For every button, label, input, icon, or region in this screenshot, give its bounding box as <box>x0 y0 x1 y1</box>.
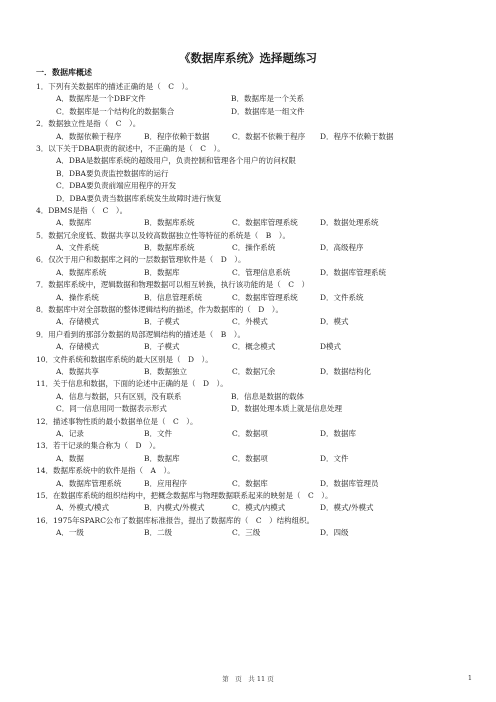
option-item: B．文件 <box>144 428 173 438</box>
option-item: A．存储模式 <box>56 342 99 352</box>
options-row <box>36 131 476 143</box>
question-text: 14．数据库系统中的软件是指（ A ）。 <box>36 466 175 476</box>
option-item: A．数据库 <box>56 218 92 228</box>
options-row <box>36 155 476 167</box>
option-item: D．模式/外模式 <box>320 503 374 513</box>
option-item: C．操作系统 <box>232 243 276 253</box>
option-item: C．数据库是一个结构化的数据集合 <box>56 106 175 116</box>
page-title: 《数据库系统》选择题练习 <box>179 51 317 65</box>
option-item: B．信息是数据的载体 <box>231 391 305 401</box>
options-row <box>36 403 476 415</box>
option-item: C．数据库管理系统 <box>232 218 298 228</box>
question-text: 13．若干记录的集合称为（ D ）。 <box>36 441 161 451</box>
option-item: B．内模式/外模式 <box>144 503 205 513</box>
options-row <box>36 106 476 118</box>
option-item: B．数据库 <box>144 453 180 463</box>
page-info: 第 页 共 11 页 <box>222 675 274 683</box>
options-row <box>36 93 476 105</box>
question-list <box>36 81 476 539</box>
question-text: 8．数据库中对全部数据的整体逻辑结构的描述，作为数据库的（ D ）。 <box>36 305 284 315</box>
option-item: D模式 <box>320 342 342 352</box>
option-item: B．DBA要负责监控数据库的运行 <box>56 168 169 178</box>
option-item: B．数据库是一个关系 <box>231 94 305 104</box>
option-item: C．DBA要负责前端应用程序的开发 <box>56 181 177 191</box>
option-item: B．信息管理系统 <box>144 292 203 302</box>
option-item: A．数据库是一个DBF文件 <box>56 94 146 104</box>
question-text: 11．关于信息和数据，下面的论述中正确的是（ D ）。 <box>36 379 228 389</box>
option-item: B．二级 <box>144 528 173 538</box>
option-item: A．DBA是数据库系统的超级用户，负责控制和管理各个用户的访问权限 <box>56 156 296 166</box>
option-item: D．程序不依赖于数据 <box>320 131 394 141</box>
question-text: 3．以下关于DBA职责的叙述中，不正确的是（ C ）。 <box>36 143 225 153</box>
page-number: 1 <box>467 674 472 682</box>
question-text: 15．在数据库系统的组织结构中，把概念数据库与物理数据联系起来的映射是（ C ）。 <box>36 490 333 500</box>
option-item: C．概念模式 <box>232 342 276 352</box>
option-item: A．数据库管理系统 <box>56 478 122 488</box>
options-row <box>36 168 476 180</box>
option-item: C．模式/内模式 <box>232 503 286 513</box>
option-item: A．数据 <box>56 453 84 463</box>
option-item: C．外模式 <box>232 317 268 327</box>
options-row <box>36 527 476 539</box>
option-item: D．数据处理系统 <box>320 218 379 228</box>
option-item: A．数据共享 <box>56 366 99 376</box>
question-text: 10．文件系统和数据库系统的最大区别是（ D ）。 <box>36 354 213 364</box>
option-item: D．数据结构化 <box>320 366 372 376</box>
options-row <box>36 341 476 353</box>
options-row <box>36 478 476 490</box>
option-item: D．四级 <box>320 528 349 538</box>
option-item: D．文件 <box>320 453 349 463</box>
options-row <box>36 316 476 328</box>
option-item: C．数据项 <box>232 428 268 438</box>
option-item: B．应用程序 <box>144 478 188 488</box>
question-text: 16．1975年SPARC公布了数据库标准报告，提出了数据库的（ C ）结构组织。 <box>36 515 315 525</box>
option-item: A．数据依赖于程序 <box>56 131 122 141</box>
option-item: A．外模式/模式 <box>56 503 109 513</box>
question-text: 12．描述事物性质的最小数据单位是（ C ）。 <box>36 416 198 426</box>
question-text: 9．用户看到的那部分数据的局部逻辑结构的描述是（ B ）。 <box>36 329 246 339</box>
option-item: D．文件系统 <box>320 292 364 302</box>
option-item: A．记录 <box>56 428 84 438</box>
option-item: B．数据独立 <box>144 366 188 376</box>
options-row <box>36 391 476 403</box>
option-item: C．数据不依赖于程序 <box>232 131 306 141</box>
options-row <box>36 453 476 465</box>
option-item: A．文件系统 <box>56 243 99 253</box>
options-row <box>36 428 476 440</box>
option-item: C．同一信息用同一数据表示形式 <box>56 404 167 414</box>
option-item: D．数据库 <box>320 428 357 438</box>
option-item: C．数据项 <box>232 453 268 463</box>
options-row <box>36 180 476 192</box>
question-text: 7．数据库系统中，逻辑数据和物理数据可以相互转换，执行该功能的是（ C ） <box>36 280 310 290</box>
options-row <box>36 292 476 304</box>
option-item: D．高级程序 <box>320 243 364 253</box>
option-item: B．数据库系统 <box>144 243 195 253</box>
option-item: B．子模式 <box>144 342 180 352</box>
options-row <box>36 217 476 229</box>
option-item: A．一级 <box>56 528 84 538</box>
option-item: C．数据库 <box>232 478 268 488</box>
option-item: D．DBA要负责当数据库系统发生故障时进行恢复 <box>56 193 222 203</box>
options-row <box>36 242 476 254</box>
option-item: A．操作系统 <box>56 292 99 302</box>
options-row <box>36 366 476 378</box>
option-item: C．管理信息系统 <box>232 267 291 277</box>
option-item: C．三级 <box>232 528 261 538</box>
question-text: 2．数据独立性是指（ C ）。 <box>36 119 141 129</box>
question-text: 4．DBMS是指（ C ）。 <box>36 205 128 215</box>
option-item: A．信息与数据，只有区别，没有联系 <box>56 391 182 401</box>
question-text: 1．下列有关数据库的描述正确的是（ C ）。 <box>36 82 193 91</box>
option-item: D．数据库是一组文件 <box>231 106 305 116</box>
option-item: B．数据库系统 <box>144 218 195 228</box>
option-item: B．数据库 <box>144 267 180 277</box>
option-item: B．程序依赖于数据 <box>144 131 210 141</box>
option-item: C．数据冗余 <box>232 366 276 376</box>
option-item: B．子模式 <box>144 317 180 327</box>
options-row <box>36 502 476 514</box>
option-item: D．模式 <box>320 317 349 327</box>
option-item: D．数据库管理员 <box>320 478 379 488</box>
option-item: C．数据库管理系统 <box>232 292 298 302</box>
option-item: A．存储模式 <box>56 317 99 327</box>
section-heading: 一．数据库概述 <box>36 68 92 77</box>
option-item: D．数据处理本质上就是信息处理 <box>231 404 343 414</box>
option-item: D．数据库管理系统 <box>320 267 387 277</box>
option-item: A．数据库系统 <box>56 267 107 277</box>
question-text: 6．仅次于用户和数据库之间的一层数据管理软件是（ D ）。 <box>36 255 246 265</box>
options-row <box>36 193 476 205</box>
question-text: 5．数据冗余度低、数据共享以及较高数据独立性等特征的系统是（ B ）。 <box>36 230 291 240</box>
options-row <box>36 267 476 279</box>
